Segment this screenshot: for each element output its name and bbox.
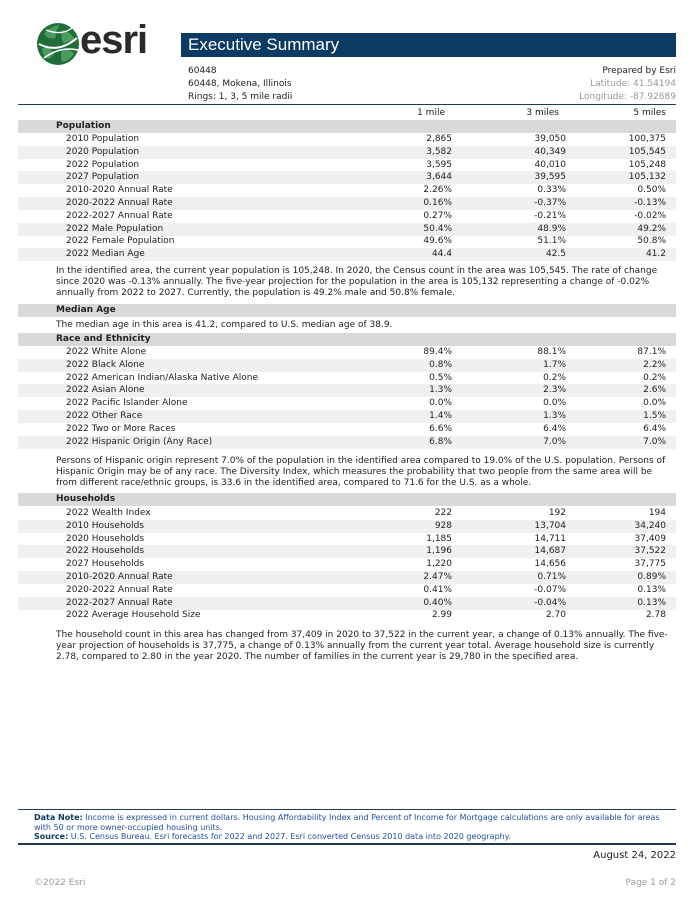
row-value-3: 100,375 [628,134,666,144]
row-value-3: 1.5% [643,411,666,421]
table-row [18,558,676,571]
row-value-3: 194 [648,508,666,518]
row-value-2: 1.3% [543,411,566,421]
row-label: 2010 Households [66,520,145,531]
table-row [18,235,676,248]
table-row [18,545,676,558]
table-row [18,133,676,146]
row-value-1: 3,644 [426,172,452,183]
table-row [18,146,676,159]
row-value-2: 88.1% [537,347,566,357]
section-header-population [18,120,676,133]
copyright: ©2022 Esri [34,878,86,888]
row-value-1: 3,582 [426,146,452,157]
data-note-text: Income is expressed in current dollars. Housing Affordability Index and Percent of Income for Mortgage calculations are only available for areas with 50 or more owner-occupied housing units. [34,813,660,832]
row-value-2: 13,704 [534,520,566,531]
table-row [18,397,676,410]
row-value-1: 0.41% [423,584,452,595]
row-value-2: -0.21% [534,210,566,221]
row-label: 2020 Population [66,146,140,157]
row-value-2: 14,656 [534,559,566,570]
row-value-3: 0.13% [637,584,666,595]
footer-divider [18,843,676,845]
source-label: Source: [34,832,69,841]
row-value-1: 1.3% [429,385,452,396]
row-value-3: 2.6% [643,385,666,396]
row-value-3: 50.8% [637,236,666,247]
data-note [34,813,664,833]
row-label: 2022 Hispanic Origin (Any Race) [66,436,213,447]
row-value-3: 0.89% [637,572,666,582]
row-value-1: 3,595 [426,159,452,170]
row-label: 2022 White Alone [66,347,147,357]
row-value-2: 0.0% [543,398,566,409]
column-header-5-miles: 5 miles [633,108,666,118]
row-value-3: 105,248 [628,159,666,170]
row-value-3: 105,132 [628,172,666,183]
esri-logo-text: esri [80,18,148,62]
latitude: Latitude: 41.54194 [590,79,676,89]
row-value-1: 2.47% [423,572,452,582]
table-row [18,597,676,610]
page-title: Executive Summary [188,35,340,54]
row-value-1: 6.6% [429,423,452,434]
table-row [18,609,676,622]
header-divider [18,104,676,105]
row-value-1: 0.16% [423,198,452,208]
row-value-3: 0.0% [643,398,666,409]
row-label: 2022 Male Population [66,223,164,234]
table-row [18,197,676,210]
section-title: Households [56,494,116,504]
row-label: 2022 Population [66,159,140,170]
table-row [18,533,676,546]
row-value-2: 0.33% [537,185,566,196]
site-id: 60448 [188,66,217,76]
row-value-1: 222 [434,508,452,518]
row-label: 2020 Households [66,533,145,544]
row-label: 2022 Wealth Index [66,508,151,518]
section-header-households [18,493,676,506]
row-value-1: 0.0% [429,398,452,409]
table-row [18,210,676,223]
row-label: 2022-2027 Annual Rate [66,597,173,608]
row-value-1: 0.8% [429,359,452,370]
race-summary-paragraph: Persons of Hispanic origin represent 7.0% of the population in the identified area compared to 19.0% of the U.S. population. Persons of Hispanic Origin may be of any race. The Diversity Index, which measures the probability that two people from the same area will be from different race/ethnic groups, is 33.6 in the identified area, compared to 71.6 for the U.S. as a whole. [56,456,666,488]
row-value-1: 6.8% [429,436,452,447]
row-value-3: 6.4% [643,423,666,434]
row-label: 2022-2027 Annual Rate [66,210,173,221]
row-value-1: 2.26% [423,185,452,196]
section-title: Population [56,121,111,131]
row-value-1: 0.27% [423,210,452,221]
row-label: 2020-2022 Annual Rate [66,198,173,208]
column-header-3-miles: 3 miles [526,108,559,118]
notes-divider [18,809,676,810]
row-value-1: 49.6% [423,236,452,247]
prepared-by: Prepared by Esri [602,66,676,76]
longitude: Longitude: -87.92689 [579,92,676,102]
row-value-1: 89.4% [423,347,452,357]
table-row [18,372,676,385]
data-note-label: Data Note: [34,813,83,822]
row-value-2: 6.4% [543,423,566,434]
page-number: Page 1 of 2 [625,878,676,888]
table-row [18,346,676,359]
row-value-2: 48.9% [537,223,566,234]
report-date: August 24, 2022 [593,850,676,861]
row-label: 2022 Pacific Islander Alone [66,398,188,409]
row-label: 2022 Asian Alone [66,385,145,396]
row-label: 2027 Households [66,559,145,570]
row-value-2: 40,010 [534,159,566,170]
row-label: 2010-2020 Annual Rate [66,572,173,582]
row-value-3: 105,545 [628,146,666,157]
row-value-3: -0.13% [634,198,666,208]
row-value-3: 41.2 [645,249,666,260]
row-value-3: 37,409 [634,533,666,544]
table-row [18,223,676,236]
row-value-3: 0.50% [637,185,666,196]
table-row [18,584,676,597]
row-value-3: 37,522 [634,546,666,557]
row-value-1: 928 [434,520,452,531]
row-value-3: -0.02% [634,210,666,221]
row-value-1: 44.4 [431,249,452,260]
column-header-1-mile: 1 mile [417,108,445,118]
row-value-2: 7.0% [543,436,566,447]
row-value-2: 39,050 [534,134,566,144]
row-value-3: 87.1% [637,347,666,357]
row-label: 2010 Population [66,134,140,144]
households-summary-paragraph: The household count in this area has changed from 37,409 in 2020 to 37,522 in the current year, a change of 0.13% annually. The five-year projection of households is 37,775, a change of 0.13% annually from the current year total. Average household size is currently 2.78, compared to 2.80 in the year 2020. The number of families in the current year is 29,780 in the specified area. [56,630,668,662]
row-value-2: -0.37% [534,198,566,208]
row-value-3: 0.13% [637,597,666,608]
row-value-2: 14,687 [534,546,566,557]
row-value-2: -0.07% [534,584,566,595]
section-title: Median Age [56,305,116,315]
table-row [18,171,676,184]
section-title: Race and Ethnicity [56,334,151,344]
table-row [18,159,676,172]
row-value-2: -0.04% [534,597,566,608]
table-row [18,436,676,449]
row-value-1: 1.4% [429,411,452,421]
table-row [18,520,676,533]
row-label: 2020-2022 Annual Rate [66,584,173,595]
title-banner [181,33,676,57]
row-label: 2022 Average Household Size [66,610,201,621]
row-value-2: 14,711 [534,533,566,544]
table-row [18,410,676,423]
table-row [18,423,676,436]
ring-radii: Rings: 1, 3, 5 mile radii [188,92,293,102]
row-value-2: 2.70 [545,610,566,621]
row-value-2: 40,349 [534,146,566,157]
row-value-2: 39,595 [534,172,566,183]
table-row [18,359,676,372]
row-value-1: 0.5% [429,372,452,383]
row-value-3: 0.2% [643,372,666,383]
section-header-median-age [18,304,676,317]
site-name: 60448, Mokena, Illinois [188,79,292,89]
table-row [18,384,676,397]
row-label: 2022 Black Alone [66,359,145,370]
row-value-2: 0.2% [543,372,566,383]
row-label: 2027 Population [66,172,140,183]
row-label: 2010-2020 Annual Rate [66,185,173,196]
row-value-3: 37,775 [634,559,666,570]
row-label: 2022 American Indian/Alaska Native Alone [66,372,258,383]
section-header-race-ethnicity [18,333,676,346]
table-row [18,184,676,197]
table-row [18,507,676,520]
row-value-3: 2.78 [645,610,666,621]
row-value-3: 2.2% [643,359,666,370]
population-summary-paragraph: In the identified area, the current year population is 105,248. In 2020, the Census count in the area was 105,545. The rate of change since 2020 was -0.13% annually. The five-year projection for the population in the area is 105,132 representing a change of -0.02% annually from 2022 to 2027. Currently, the population is 49.2% male and 50.8% female. [56,266,658,298]
row-value-1: 1,185 [426,533,452,544]
row-value-3: 7.0% [643,436,666,447]
row-value-3: 34,240 [634,520,666,531]
row-label: 2022 Households [66,546,145,557]
row-value-2: 192 [548,508,566,518]
table-row [18,571,676,584]
row-label: 2022 Median Age [66,249,145,260]
row-label: 2022 Other Race [66,411,143,421]
row-value-1: 1,196 [426,546,452,557]
row-label: 2022 Two or More Races [66,423,176,434]
row-value-3: 49.2% [637,223,666,234]
row-value-1: 0.40% [423,597,452,608]
median-age-paragraph: The median age in this area is 41.2, compared to U.S. median age of 38.9. [56,320,393,330]
table-row [18,248,676,261]
row-value-2: 2.3% [543,385,566,396]
row-value-1: 1,220 [426,559,452,570]
source-text: U.S. Census Bureau. Esri forecasts for 2022 and 2027. Esri converted Census 2010 data into 2020 geography. [68,832,511,841]
row-value-2: 1.7% [543,359,566,370]
row-value-1: 2,865 [426,134,452,144]
row-value-2: 42.5 [545,249,566,260]
row-value-2: 0.71% [537,572,566,582]
source-note [34,832,664,842]
row-value-1: 2.99 [431,610,452,621]
row-value-2: 51.1% [537,236,566,247]
row-value-1: 50.4% [423,223,452,234]
row-label: 2022 Female Population [66,236,175,247]
